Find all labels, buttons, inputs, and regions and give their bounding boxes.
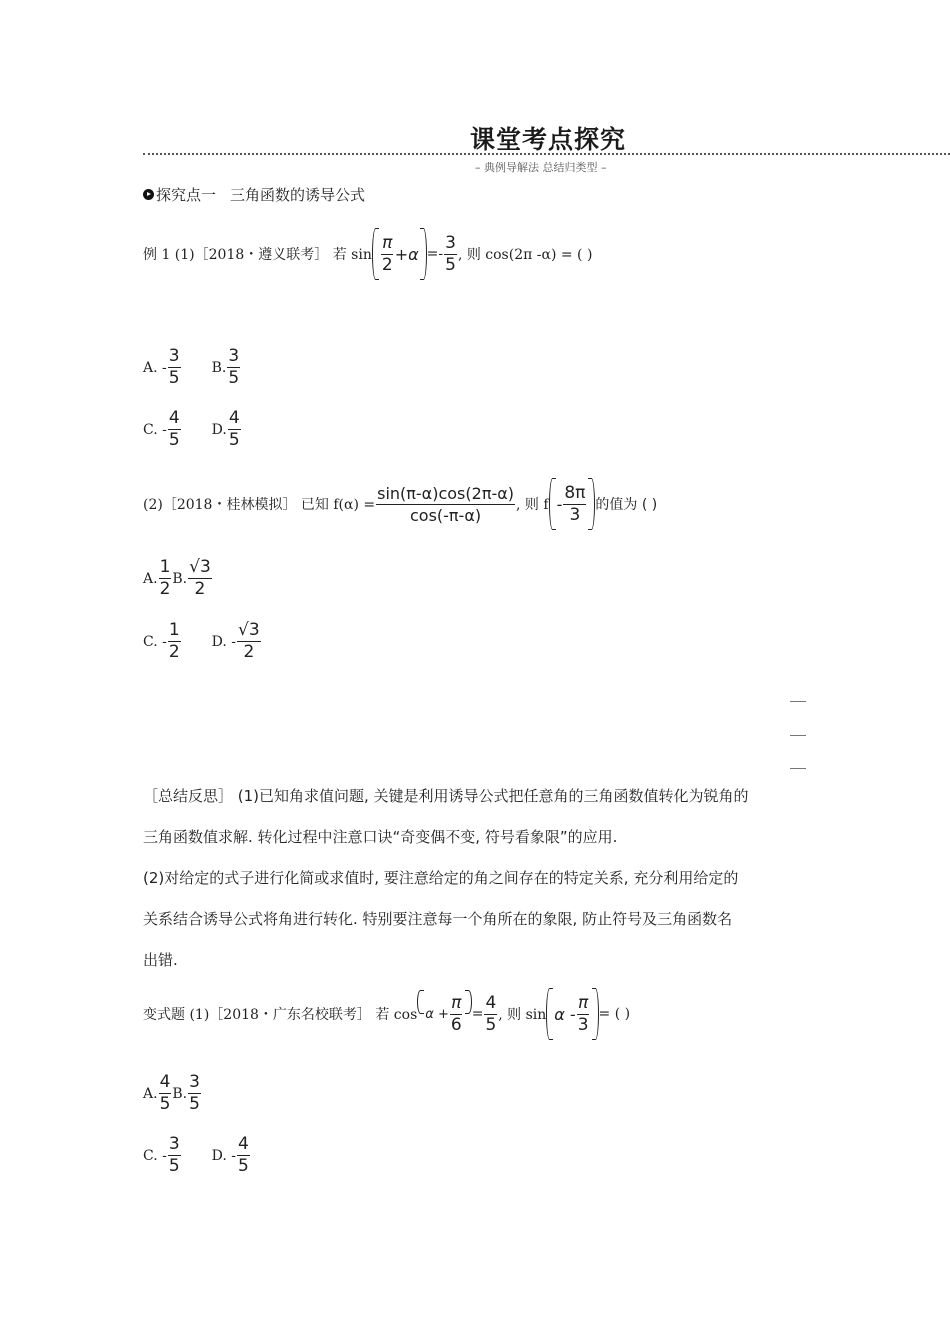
option-c-fraction	[168, 408, 181, 451]
fraction-numerator: 3	[445, 232, 456, 253]
page-title: 课堂考点探究	[470, 125, 627, 154]
fraction-numerator: 4	[168, 408, 180, 428]
option-d-label: D.	[211, 421, 227, 438]
variant-options-cd	[143, 1134, 251, 1177]
summary-paragraph	[143, 776, 749, 981]
option-a-fraction	[159, 557, 172, 600]
margin-dash	[790, 768, 806, 769]
fraction-denominator: 2	[194, 579, 206, 599]
page-subtitle: – 典例导解法 总结归类型 –	[475, 161, 607, 174]
option-d-fraction	[228, 408, 241, 451]
play-bullet-icon	[143, 189, 154, 200]
option-d-fraction	[237, 1134, 250, 1177]
fraction-denominator: 2	[381, 254, 393, 275]
fraction-denominator: 5	[238, 1156, 249, 1176]
q2-prefix: (2)［2018・桂林模拟］ 已知 f(α) =	[143, 497, 376, 513]
summary-line: 三角函数值求解. 转化过程中注意口诀“奇变偶不变, 符号看象限”的应用.	[143, 828, 618, 846]
q2-options-cd	[143, 620, 262, 663]
variant-suffix: = ( )	[598, 1006, 631, 1022]
fraction-denominator: 5	[159, 1094, 171, 1114]
fraction-denominator: 5	[168, 430, 180, 450]
option-b-fraction	[188, 557, 212, 600]
fraction-denominator: 5	[168, 1156, 180, 1176]
q2-options-ab	[143, 557, 213, 600]
fraction-denominator: 2	[159, 579, 171, 599]
variant-rhs-fraction	[484, 993, 497, 1036]
variant-arg-alpha: α +	[425, 1006, 449, 1022]
variant-q1-stem	[143, 988, 630, 1040]
fraction-numerator: 4	[485, 992, 497, 1013]
left-paren	[546, 988, 553, 1040]
q2-arg-fraction	[563, 483, 586, 526]
fraction-numerator: 3	[168, 346, 180, 366]
example1-q2-stem	[143, 478, 657, 530]
fraction-numerator: 8π	[564, 482, 586, 503]
option-a-label: A.	[143, 1085, 158, 1102]
fraction-denominator: 5	[228, 368, 240, 388]
option-c-fraction	[168, 1134, 181, 1177]
option-b-fraction	[188, 1072, 201, 1115]
q1-options-cd	[143, 408, 242, 451]
fraction-numerator: 3	[168, 1134, 180, 1154]
section-heading	[143, 184, 365, 205]
margin-dash	[790, 701, 806, 702]
left-paren	[372, 228, 379, 280]
section-label: 探究点一	[156, 186, 217, 204]
fraction-denominator: 2	[243, 642, 255, 662]
q2-mid: , 则 f	[516, 497, 549, 513]
q1-equals: =-	[426, 246, 444, 262]
fraction-numerator: 3	[228, 346, 240, 366]
summary-line: ［总结反思］ (1)已知角求值问题, 关键是利用诱导公式把任意角的三角函数值转化为锐角的	[143, 787, 749, 805]
fraction-numerator: 4	[228, 408, 240, 428]
left-paren	[549, 478, 556, 530]
fraction-denominator: 6	[450, 1014, 462, 1035]
q1-options-ab	[143, 346, 241, 389]
summary-line: 关系结合诱导公式将角进行转化. 特别要注意每一个角所在的象限, 防止符号及三角函数名	[143, 910, 733, 928]
fraction-numerator: π	[451, 992, 462, 1013]
fraction-denominator: cos(-π-α)	[409, 505, 482, 525]
fraction-denominator: 5	[168, 368, 180, 388]
fraction-numerator: 1	[168, 620, 180, 640]
summary-line: 出错.	[143, 951, 178, 969]
variant-arg-fraction	[450, 993, 463, 1036]
fraction-denominator: 3	[569, 504, 581, 525]
variant-arg2-fraction	[577, 993, 590, 1036]
header-dotted-rule	[143, 153, 950, 155]
summary-line: (2)对给定的式子进行化简或求值时, 要注意给定的角之间存在的特定关系, 充分利用给定的	[143, 869, 739, 887]
right-paren	[420, 228, 427, 280]
option-d-fraction	[237, 620, 261, 663]
variant-arg2-alpha: α -	[554, 1004, 576, 1024]
fraction-denominator: 5	[485, 1014, 497, 1035]
fraction-denominator: 3	[577, 1014, 589, 1035]
option-c-label: C. -	[143, 421, 167, 438]
option-c-label: C. -	[143, 633, 167, 650]
variant-options-ab	[143, 1072, 202, 1115]
q2-suffix: 的值为 ( )	[595, 497, 658, 513]
fraction-numerator: 4	[159, 1072, 171, 1092]
q1-rhs-fraction	[444, 233, 457, 276]
option-d-label: D. -	[211, 1147, 237, 1164]
option-d-label: D. -	[211, 633, 237, 650]
fraction-denominator: 5	[189, 1094, 200, 1114]
fraction-denominator: 5	[445, 254, 456, 275]
option-a-fraction	[168, 346, 181, 389]
fraction-numerator: √3	[238, 620, 260, 640]
option-c-label: C. -	[143, 1147, 167, 1164]
option-b-fraction	[227, 346, 240, 389]
option-a-fraction	[159, 1072, 172, 1115]
fraction-numerator: √3	[189, 557, 211, 577]
fraction-denominator: 5	[228, 430, 240, 450]
variant-prefix: 变式题 (1)［2018・广东名校联考］ 若 cos	[143, 1007, 418, 1023]
option-a-label: A.	[143, 570, 158, 587]
right-paren	[588, 478, 595, 530]
fraction-numerator: 4	[238, 1134, 249, 1154]
q2-function-fraction	[376, 483, 515, 526]
example1-q1-stem	[143, 228, 592, 280]
variant-mid: , 则 sin	[498, 1007, 547, 1023]
section-title: 三角函数的诱导公式	[230, 186, 366, 204]
right-paren	[465, 990, 472, 1014]
left-paren	[417, 990, 424, 1014]
fraction-denominator: 2	[168, 642, 180, 662]
option-c-fraction	[168, 620, 181, 663]
q2-arg-sign: -	[556, 494, 563, 514]
margin-dash	[790, 735, 806, 736]
fraction-numerator: π	[577, 992, 589, 1013]
fraction-numerator: sin(π-α)cos(2π-α)	[377, 483, 515, 503]
option-a-label: A. -	[143, 359, 167, 376]
q1-prefix: 例 1 (1)［2018・遵义联考］ 若 sin	[143, 247, 372, 263]
fraction-numerator: 1	[159, 557, 171, 577]
right-paren	[592, 988, 599, 1040]
q1-arg-fraction	[381, 233, 394, 276]
option-b-label: B.	[172, 1085, 188, 1102]
q1-suffix: , 则 cos(2π -α) = ( )	[457, 247, 593, 263]
fraction-numerator: π	[382, 232, 393, 253]
fraction-numerator: 3	[189, 1072, 200, 1092]
variant-equals: =	[471, 1006, 484, 1022]
q1-arg-plus-alpha: +α	[394, 244, 419, 264]
option-b-label: B.	[211, 359, 227, 376]
option-b-label: B.	[172, 570, 188, 587]
